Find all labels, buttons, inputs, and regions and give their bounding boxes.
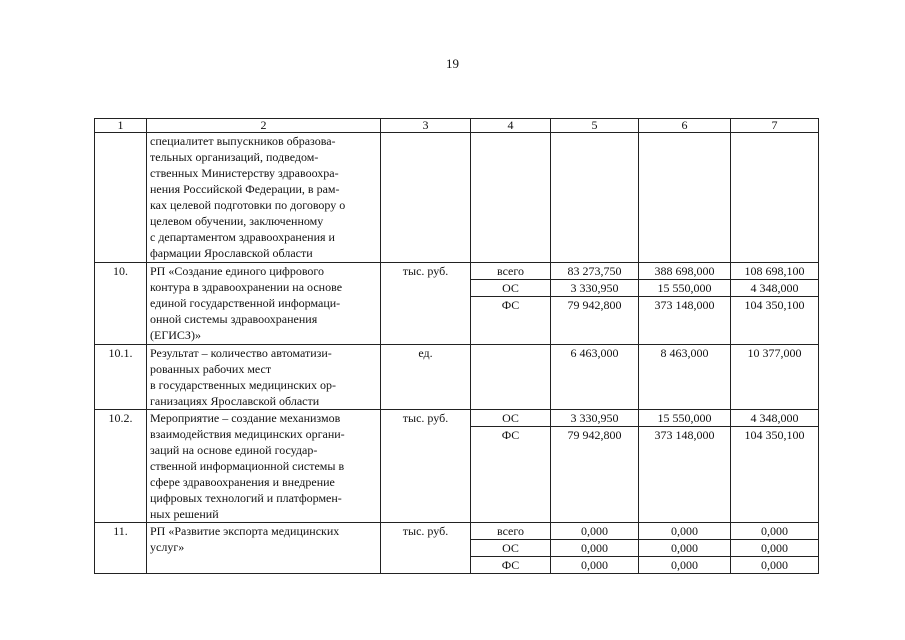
column-header: 4: [471, 119, 551, 133]
value-cell: [731, 133, 819, 263]
value-cell: 83 273,750: [551, 263, 639, 280]
description-line: ных решений: [150, 507, 219, 521]
description-line: нения Российской Федерации, в рам-: [150, 182, 340, 196]
row-number: 11.: [95, 523, 147, 574]
value-cell: 0,000: [639, 540, 731, 557]
source-cell: ФС: [471, 427, 551, 523]
value-cell: 104 350,100: [731, 297, 819, 345]
value-cell: 108 698,100: [731, 263, 819, 280]
value-cell: 4 348,000: [731, 410, 819, 427]
value-cell: [551, 133, 639, 263]
value-cell: [639, 133, 731, 263]
column-header: 1: [95, 119, 147, 133]
page-number: 19: [446, 56, 459, 71]
description-line: Результат – количество автоматизи-: [150, 346, 332, 360]
value-cell: 0,000: [731, 540, 819, 557]
value-cell: 0,000: [551, 557, 639, 574]
column-header: 2: [147, 119, 381, 133]
column-header: 6: [639, 119, 731, 133]
description-line: ганизациях Ярославской области: [150, 394, 320, 408]
value-cell: 79 942,800: [551, 297, 639, 345]
row-description: [147, 523, 381, 574]
source-cell: ФС: [471, 297, 551, 345]
column-header: 7: [731, 119, 819, 133]
description-line: фармации Ярославской области: [150, 246, 313, 260]
value-cell: 0,000: [731, 523, 819, 540]
row-number: 10.2.: [95, 410, 147, 523]
table-row-11: [95, 523, 819, 540]
budget-table: [94, 118, 819, 574]
column-header: 3: [381, 119, 471, 133]
description-line: цифровых технологий и платформен-: [150, 491, 342, 505]
description-line: РП «Развитие экспорта медицинских: [150, 524, 340, 538]
description-line: единой государственной информаци-: [150, 296, 341, 310]
row-description: [147, 133, 381, 263]
value-cell: 0,000: [639, 523, 731, 540]
table-row-continuation: [95, 133, 819, 263]
description-line: (ЕГИСЗ)»: [150, 328, 201, 342]
description-line: ственных Министерству здравоохра-: [150, 166, 339, 180]
unit-cell: ед.: [381, 345, 471, 410]
source-cell: [471, 345, 551, 410]
value-cell: 6 463,000: [551, 345, 639, 410]
table-row-10-2: [95, 410, 819, 427]
column-header: 5: [551, 119, 639, 133]
description-line: в государственных медицинских ор-: [150, 378, 336, 392]
description-line: РП «Создание единого цифрового: [150, 264, 325, 278]
value-cell: 0,000: [551, 540, 639, 557]
unit-cell: тыс. руб.: [381, 410, 471, 523]
value-cell: 0,000: [639, 557, 731, 574]
value-cell: 15 550,000: [639, 280, 731, 297]
description-line: ственной информационной системы в: [150, 459, 345, 473]
value-cell: 373 148,000: [639, 427, 731, 523]
value-cell: 3 330,950: [551, 280, 639, 297]
description-line: онной системы здравоохранения: [150, 312, 318, 326]
value-cell: 79 942,800: [551, 427, 639, 523]
value-cell: 15 550,000: [639, 410, 731, 427]
description-line: тельных организаций, подведом-: [150, 150, 319, 164]
unit-cell: тыс. руб.: [381, 523, 471, 574]
table-row-10: [95, 263, 819, 280]
value-cell: 0,000: [551, 523, 639, 540]
description-line: целевом обучении, заключенному: [150, 214, 324, 228]
row-number: [95, 133, 147, 263]
row-description: [147, 410, 381, 523]
value-cell: 10 377,000: [731, 345, 819, 410]
header-row: [95, 119, 819, 133]
row-description: [147, 345, 381, 410]
description-line: ках целевой подготовки по договору о: [150, 198, 346, 212]
value-cell: 104 350,100: [731, 427, 819, 523]
description-line: контура в здравоохранении на основе: [150, 280, 343, 294]
row-number: 10.: [95, 263, 147, 345]
source-cell: всего: [471, 523, 551, 540]
source-cell: всего: [471, 263, 551, 280]
row-number: 10.1.: [95, 345, 147, 410]
description-line: с департаментом здравоохранения и: [150, 230, 335, 244]
unit-cell: [381, 133, 471, 263]
source-cell: ФС: [471, 557, 551, 574]
source-cell: ОС: [471, 410, 551, 427]
description-line: специалитет выпускников образова-: [150, 134, 336, 148]
value-cell: 373 148,000: [639, 297, 731, 345]
value-cell: 4 348,000: [731, 280, 819, 297]
source-cell: ОС: [471, 540, 551, 557]
description-line: Мероприятие – создание механизмов: [150, 411, 341, 425]
value-cell: 388 698,000: [639, 263, 731, 280]
source-cell: ОС: [471, 280, 551, 297]
description-line: заций на основе единой государ-: [150, 443, 318, 457]
value-cell: 0,000: [731, 557, 819, 574]
description-line: сфере здравоохранения и внедрение: [150, 475, 335, 489]
source-cell: [471, 133, 551, 263]
description-line: рованных рабочих мест: [150, 362, 272, 376]
description-line: услуг»: [150, 540, 185, 554]
description-line: взаимодействия медицинских органи-: [150, 427, 345, 441]
value-cell: 8 463,000: [639, 345, 731, 410]
row-description: [147, 263, 381, 345]
unit-cell: тыс. руб.: [381, 263, 471, 345]
value-cell: 3 330,950: [551, 410, 639, 427]
table-row-10-1: [95, 345, 819, 410]
